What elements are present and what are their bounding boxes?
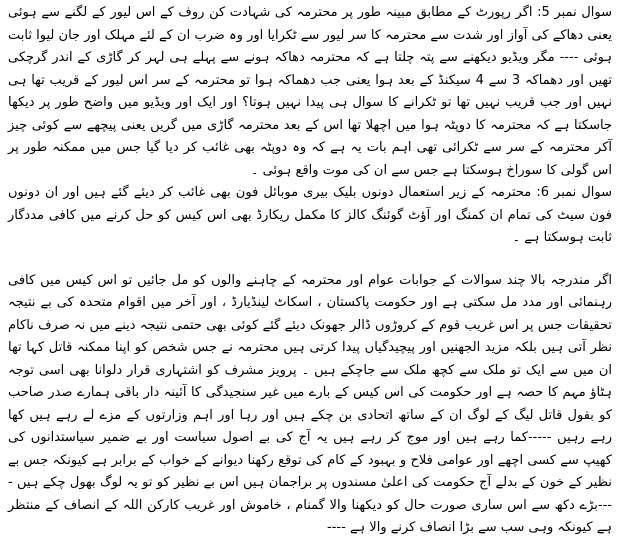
question-6-paragraph: سوال نمبر 6: محترمہ کے زیر استعمال دونوں بلیک بیری موبائل فون بھی غائب کر دیئے گئے ہیں اور ان دونوں فون سیٹ کی تمام ان کمنگ اور آؤٹ گوئنگ کالز کا مکمل ریکارڈ بھی اس کیس کو حل کرنے میں کافی مددگار ثابت ہوسکتا ہے ۔ (8, 185, 613, 245)
paragraph-spacer (8, 250, 612, 270)
question-5-paragraph: سوال نمبر 5: اگر رپورٹ کے مطابق مبینہ طور پر محترمہ کی شہادت کن روف کے اس لیور کے لگنے سے ہوئی یعنی دھاکے کی آواز اور شدت سے محترمہ کا سر لیور سے ٹکرایا اور وہ ضرب ان کے لئے مہلک اور جان لیوا ثابت ہوئی ---- مگر ویڈیو دیکھنے سے پتہ چلتا ہے کہ محترمہ دھاکہ ہونے سے پہلے ہی لہر کر گاڑی کے اندر گرچکی تھیں اور دھماکہ 3 سے 4 سیکنڈ کے بعد ہوا یعنی جب دھماکہ ہوا تو محترمہ کے سر اس لیور کے قریب تھا ہی نہیں اور جب قریب نہیں تھا تو ٹکرانے کا سوال ہی پیدا نہیں ہوتا؟ اور ایک اور ویڈیو میں واضح طور پر دیکھا جاسکتا ہے کہ محترمہ کا دوپٹہ ہوا میں اچھلا تھا اس کے بعد محترمہ گاڑی میں گریں یعنی پیچھے سے کوئی چیز آکر محترمہ کے سر سے ٹکرائی تھی اہم بات یہ ہے کہ وہ دوپٹہ بھی غائب کر دیا گیا جس میں ممکنہ طور پر اس گولی کا سوراخ ہوسکتا ہے جس سے ان کی موت واقع ہوئی ۔ (8, 5, 613, 178)
conclusion-paragraph: اگر مندرجہ بالا چند سوالات کے جوابات عوام اور محترمہ کے چاہنے والوں کو مل جائیں تو اس کیس میں کافی رہنمائی اور مدد مل سکتی ہے اور حکومت پاکستان ، اسکاٹ لینڈیارڈ ، اور آخر میں اقوام متحدہ کی بے نتیجہ تحقیقات جس پر اس غریب قوم کے کروڑوں ڈالر جھونک دیئے گئے کوئی بھی حتمی نتیجہ دینے میں نہ صرف ناکام نظر آتی ہیں بلکہ مزید الجھنیں اور پیچیدگیاں پیدا کرتی ہیں محترمہ نے جس شخص کو اپنا ممکنہ قاتل کہا تھا ان میں سے ایک تو ملک سے کچھ ملک سے جاچکے ہیں ۔ پرویز مشرف کو اشتہاری قرار دلوانا بھی اسی توجہ ہٹاؤ مہم کا حصہ ہے اور حکومت کی اس کیس کے بارے میں غیر سنجیدگی کا آئینہ دار باقی ہمارے صدر صاحب کو بقول قاتل لیگ کے لوگ ان کے ساتھ اتحادی بن چکے ہیں اور رہا اور اہم وزارتوں کے مزے لے رہے ہیں کھا رہے رہیں -----کما رہے ہیں اور موج کر رہے ہیں یہ آج کی بے اصول سیاست اور بے ضمیر سیاستدانوں کی کھیپ سے کسی اچھے اور عوامی فلاح و بہبود کے کام کی توقع رکھنا دیوانے کے خواب کے برابر ہے کیونکہ جس بے نظیر کے خون کے بدلے آج حکومت کی اعلیٰ مسندوں پر براجمان ہیں اس بے نظیر کو تو یہ لوگ بھول چکے ہیں ----بڑے دکھ سے اس ساری صورت حال کو دیکھنا والا گمنام ، خاموش اور غریب کارکن اللہ کے انصاف کے منتظر ہے کیونکہ وہی سب سے بڑا انصاف کرنے والا ہے ---- (8, 272, 612, 535)
